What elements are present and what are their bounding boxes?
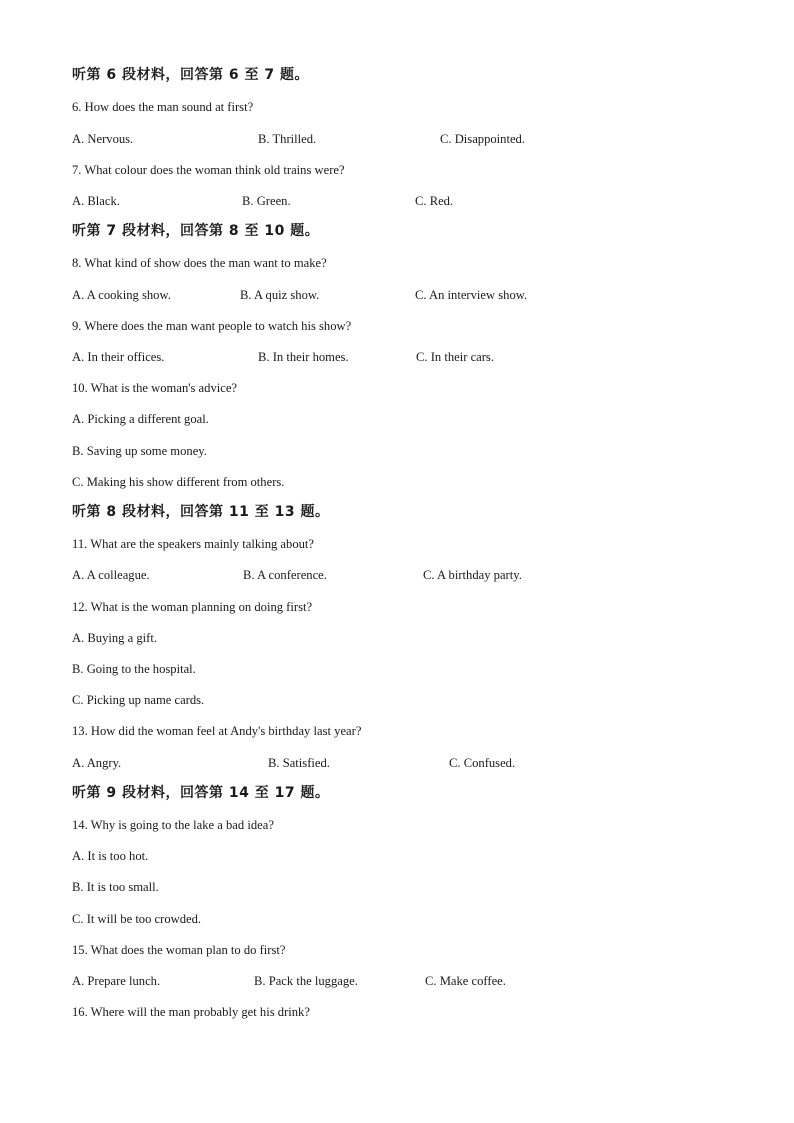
option-7b: B. Green. [242,194,291,208]
section-heading-9: 听第 9 段材料，回答第 14 至 17 题。 [72,785,330,801]
option-8a: A. A cooking show. [72,288,171,302]
question-9: 9. Where does the man want people to watch his show? [72,319,352,333]
option-11a: A. A colleague. [72,568,150,582]
option-7c: C. Red. [415,194,454,208]
section-heading-6: 听第 6 段材料，回答第 6 至 7 题。 [72,67,309,83]
option-12a: A. Buying a gift. [72,631,158,645]
option-15c: C. Make coffee. [425,974,506,988]
option-15b: B. Pack the luggage. [254,974,358,988]
question-6: 6. How does the man sound at first? [72,100,254,114]
option-6c: C. Disappointed. [440,132,526,146]
option-10b: B. Saving up some money. [72,444,207,458]
question-10: 10. What is the woman's advice? [72,381,238,395]
option-14a: A. It is too hot. [72,849,149,863]
question-8: 8. What kind of show does the man want to make? [72,256,327,270]
option-14b: B. It is too small. [72,880,159,894]
option-13c: C. Confused. [449,756,516,770]
section-heading-8: 听第 8 段材料，回答第 11 至 13 题。 [72,504,330,520]
option-9a: A. In their offices. [72,350,165,364]
section-heading-7: 听第 7 段材料，回答第 8 至 10 题。 [72,223,320,239]
option-9c: C. In their cars. [416,350,494,364]
question-16: 16. Where will the man probably get his drink? [72,1005,310,1019]
option-13b: B. Satisfied. [268,756,330,770]
option-6a: A. Nervous. [72,132,134,146]
option-12c: C. Picking up name cards. [72,693,205,707]
option-10a: A. Picking a different goal. [72,412,209,426]
option-7a: A. Black. [72,194,120,208]
option-8b: B. A quiz show. [240,288,320,302]
question-13: 13. How did the woman feel at Andy's birthday last year? [72,724,362,738]
question-11: 11. What are the speakers mainly talking about? [72,537,314,551]
option-13a: A. Angry. [72,756,122,770]
option-9b: B. In their homes. [258,350,349,364]
option-11c: C. A birthday party. [423,568,522,582]
question-12: 12. What is the woman planning on doing first? [72,600,313,614]
question-15: 15. What does the woman plan to do first? [72,943,286,957]
option-15a: A. Prepare lunch. [72,974,161,988]
option-8c: C. An interview show. [415,288,528,302]
option-14c: C. It will be too crowded. [72,912,202,926]
option-12b: B. Going to the hospital. [72,662,196,676]
option-10c: C. Making his show different from others. [72,475,285,489]
option-6b: B. Thrilled. [258,132,317,146]
question-7: 7. What colour does the woman think old trains were? [72,163,345,177]
question-14: 14. Why is going to the lake a bad idea? [72,818,274,832]
option-11b: B. A conference. [243,568,327,582]
